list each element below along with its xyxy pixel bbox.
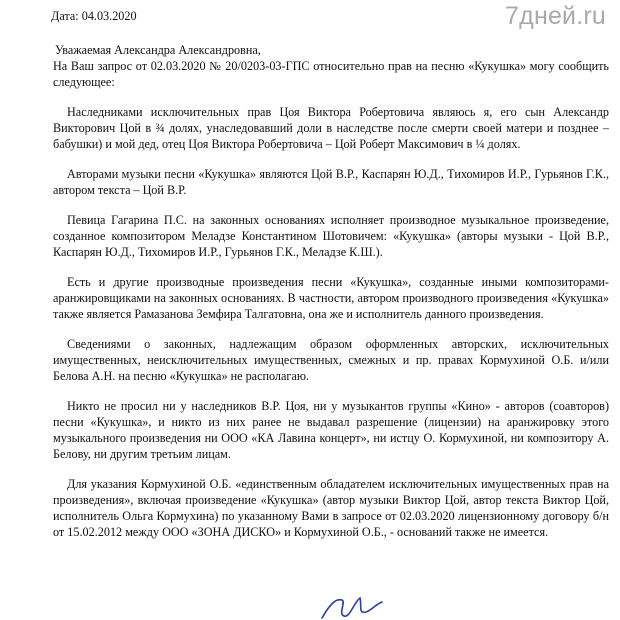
paragraph-other-works: Есть и другие производные произведения песни «Кукушка», созданные иными композиторами-аранжировщиками на законных основаниях. В частности, автором производного произведения «Кукушка» также является Рамазанова Земфира Талгатовна, она же и исполнитель данного произведения. [53, 275, 609, 321]
paragraph-authors: Авторами музыки песни «Кукушка» являются Цой В.Р., Каспарян Ю.Д., Тихомиров И.Р., Гурьянов Г.К., автором текста – Цой В.Р. [53, 167, 609, 197]
site-watermark: 7дней.ru [505, 2, 606, 30]
letter-body [53, 42, 609, 554]
paragraph-heirs: Наследниками исключительных прав Цоя Виктора Робертовича являюсь я, его сын Александр Викторович Цой в ¾ долях, унаследовавший доли в наследстве после смерти своей матери и позднее – бабушки) и мой дед, отец Цоя Виктора Робертовича – Цой Роберт Максимович в ¼ долях. [53, 105, 609, 151]
paragraph-license: Для указания Кормухиной О.Б. «единственным обладателем исключительных имущественных прав на произведения», включая произведение «Кукушка» (автор музыки Виктор Цой, автор текста Виктор Цой, исполнитель Ольга Кормухина) по указанному Вами в запросе от 02.03.2020 лицензионному договору б/н от 15.02.2012 между ООО «ЗОНА ДИСКО» и Кормухиной О.Б., - оснований также не имеется. [53, 477, 609, 539]
salutation: Уважаемая Александра Александровна, [55, 43, 261, 57]
signature-mark [318, 594, 388, 620]
paragraph-gagarina: Певица Гагарина П.С. на законных основаниях исполняет производное музыкальное произведение, созданное композитором Меладзе Константином Шотовичем: «Кукушка» (авторы музыки - Цой В.Р., Каспарян Ю.Д., Тихомиров И.Р., Гурьянов Г.К., Меладзе К.Ш.). [53, 213, 609, 259]
paragraph-intro: На Ваш запрос от 02.03.2020 № 20/0203-03-ГПС относительно прав на песню «Кукушка» могу сообщить следующее: [53, 59, 609, 89]
letter-date: Дата: 04.03.2020 [51, 9, 137, 23]
paragraph-rights: Сведениями о законных, надлежащим образом оформленных авторских, исключительных имущественных, неисключительных имущественных, смежных и пр. правах Кормухиной О.Б. и/или Белова А.Н. на песню «Кукушка» не располагаю. [53, 337, 609, 383]
paragraph-no-permission: Никто не просил ни у наследников В.Р. Цоя, ни у музыкантов группы «Кино» - авторов (соавторов) песни «Кукушка», и никто из них ранее не выдавал разрешение (лицензии) на аранжировку этого музыкального произведения ни ООО «КА Лавина концерт», ни истцу О. Кормухиной, ни композитору А. Белову, ни другим третьим лицам. [53, 399, 609, 461]
